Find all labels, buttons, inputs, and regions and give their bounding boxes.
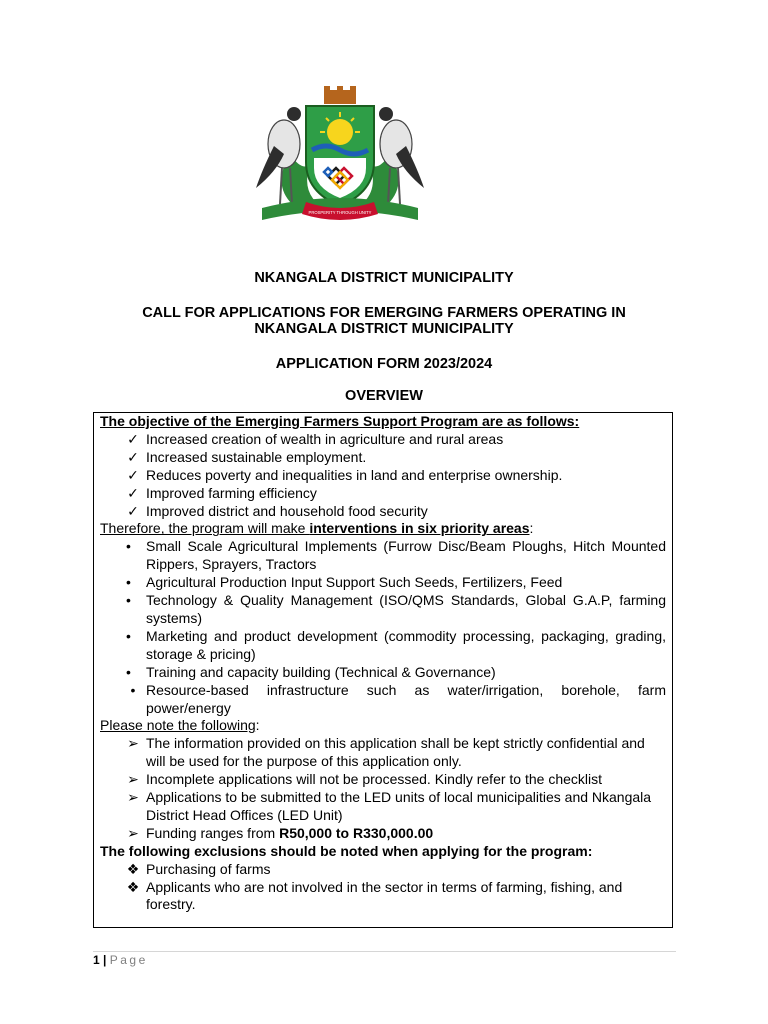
exclusion-item: ❖ Purchasing of farms bbox=[126, 860, 271, 877]
call-heading-line-1: CALL FOR APPLICATIONS FOR EMERGING FARMERS OPERATING IN bbox=[142, 305, 626, 321]
exclusions-title: The following exclusions should be noted when applying for the program: bbox=[100, 842, 593, 859]
notes-title: Please note the following: bbox=[100, 717, 260, 734]
bullet-icon: • bbox=[126, 663, 131, 680]
interventions-intro: Therefore, the program will make interventions in six priority areas: bbox=[100, 520, 534, 537]
check-icon: ✓ bbox=[127, 502, 139, 519]
bullet-icon: • bbox=[126, 538, 131, 555]
diamond-bullet-icon: ❖ bbox=[126, 878, 140, 895]
overview-box bbox=[93, 412, 673, 928]
check-icon: ✓ bbox=[127, 448, 139, 465]
bullet-icon: • bbox=[126, 574, 131, 591]
municipality-heading: NKANGALA DISTRICT MUNICIPALITY bbox=[254, 270, 514, 286]
bullet-icon: • bbox=[126, 627, 131, 644]
arrow-bullet-icon: ➢ bbox=[127, 789, 139, 806]
objective-item: ✓ Improved district and household food security bbox=[127, 502, 428, 519]
note-item: ➢ The information provided on this application shall be kept strictly confidential and will be used for the purpose of this application only. bbox=[127, 735, 645, 770]
intervention-item: • Technology & Quality Management (ISO/QMS Standards, Global G.A.P, farming systems) bbox=[126, 592, 666, 626]
intervention-item: • Resource-based infrastructure such as water/irrigation, borehole, farm power/energy bbox=[100, 682, 666, 718]
diamond-bullet-icon: ❖ bbox=[126, 860, 140, 877]
check-icon: ✓ bbox=[127, 484, 139, 501]
exclusion-item: ❖ Applicants who are not involved in the sector in terms of farming, fishing, and forestry. bbox=[126, 878, 623, 913]
check-icon: ✓ bbox=[127, 466, 139, 483]
bullet-icon: • bbox=[130, 681, 136, 698]
objective-item: ✓ Increased sustainable employment. bbox=[127, 448, 367, 465]
intervention-item: • Small Scale Agricultural Implements (Furrow Disc/Beam Ploughs, Hitch Mounted Rippers, Sprayers, Tractors bbox=[126, 538, 666, 573]
intervention-item: • Agricultural Production Input Support Such Seeds, Fertilizers, Feed bbox=[126, 574, 563, 591]
bullet-icon: • bbox=[126, 592, 131, 609]
footer-separator: | bbox=[103, 953, 107, 967]
crest-motto-text: PROSPERITY THROUGH UNITY bbox=[308, 210, 372, 215]
footer-divider bbox=[93, 951, 676, 952]
objective-item: ✓ Reduces poverty and inequalities in land and enterprise ownership. bbox=[127, 466, 563, 483]
page-label: Page bbox=[109, 953, 148, 967]
check-icon: ✓ bbox=[127, 430, 139, 447]
objective-item: ✓ Improved farming efficiency bbox=[127, 484, 317, 501]
note-item-funding: ➢ Funding ranges from R50,000 to R330,000.00 bbox=[127, 824, 434, 841]
intervention-item: • Training and capacity building (Technical & Governance) bbox=[126, 663, 496, 680]
overview-heading: OVERVIEW bbox=[345, 388, 423, 404]
arrow-bullet-icon: ➢ bbox=[127, 771, 139, 788]
municipal-crest-icon bbox=[232, 84, 448, 234]
intervention-item: • Marketing and product development (commodity processing, packaging, grading, storage & pricing) bbox=[126, 627, 666, 662]
page-number: 1 bbox=[93, 953, 100, 967]
arrow-bullet-icon: ➢ bbox=[127, 824, 139, 841]
objectives-title: The objective of the Emerging Farmers Support Program are as follows: bbox=[100, 413, 580, 429]
note-item: ➢ Incomplete applications will not be processed. Kindly refer to the checklist bbox=[127, 771, 603, 788]
arrow-bullet-icon: ➢ bbox=[127, 735, 139, 752]
call-heading-line-2: NKANGALA DISTRICT MUNICIPALITY bbox=[254, 321, 514, 337]
page-footer bbox=[93, 953, 148, 967]
application-form-heading: APPLICATION FORM 2023/2024 bbox=[275, 356, 493, 372]
objective-item: ✓ Increased creation of wealth in agriculture and rural areas bbox=[127, 430, 504, 447]
note-item: ➢ Applications to be submitted to the LED units of local municipalities and Nkangala District Head Offices (LED Unit) bbox=[127, 789, 652, 823]
